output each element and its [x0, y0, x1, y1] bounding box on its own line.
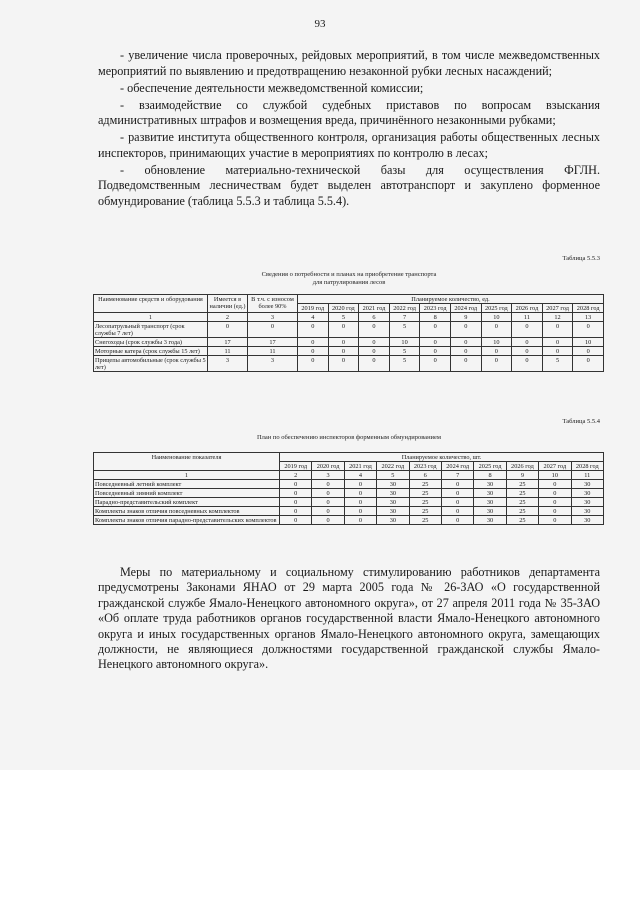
year-header: 2027 год: [542, 304, 573, 313]
row-name: Комплекты знаков отличия повседневных комплектов: [94, 507, 280, 516]
column-number: 3: [312, 471, 344, 480]
column-number: 8: [420, 313, 451, 322]
cell: 0: [481, 322, 512, 338]
cell: 0: [312, 489, 344, 498]
cell: 0: [573, 347, 604, 356]
column-number: 10: [539, 471, 571, 480]
cell: 0: [420, 347, 451, 356]
cell: 5: [389, 322, 420, 338]
cell: 0: [328, 322, 359, 338]
cell: 3: [248, 356, 298, 372]
cell: 0: [328, 347, 359, 356]
cell: 0: [312, 507, 344, 516]
cell: 0: [539, 480, 571, 489]
year-header: 2019 год: [298, 304, 329, 313]
cell: 0: [280, 507, 312, 516]
table2-caption: План по обеспечению инспекторов форменным обмундированием: [256, 434, 442, 441]
column-number: 11: [512, 313, 543, 322]
bullet-item: - взаимодействие со службой судебных приставов по вопросам взыскания административных штрафов и возмещения вреда, причинённого незаконными рубками;: [98, 97, 600, 128]
table1-caption-line2: для патрулирования лесов: [312, 279, 386, 286]
cell: 30: [571, 516, 604, 525]
cell: 0: [542, 322, 573, 338]
cell: 30: [571, 489, 604, 498]
cell: 25: [409, 498, 441, 507]
table-row: [94, 498, 604, 507]
cell: 0: [539, 507, 571, 516]
column-number: 7: [441, 471, 473, 480]
cell: 30: [571, 498, 604, 507]
year-header: 2022 год: [377, 462, 409, 471]
cell: 30: [377, 498, 409, 507]
cell: 0: [312, 498, 344, 507]
cell: 25: [506, 480, 538, 489]
cell: 25: [506, 489, 538, 498]
cell: 0: [344, 516, 376, 525]
cell: 0: [481, 347, 512, 356]
cell: 0: [539, 498, 571, 507]
cell: 0: [248, 322, 298, 338]
cell: 25: [409, 507, 441, 516]
cell: 0: [208, 322, 248, 338]
cell: 17: [248, 338, 298, 347]
cell: 25: [409, 480, 441, 489]
table-row: [94, 322, 604, 338]
column-number: 3: [248, 313, 298, 322]
cell: 10: [481, 338, 512, 347]
cell: 0: [359, 356, 390, 372]
column-number: 1: [94, 313, 208, 322]
table-row: [94, 516, 604, 525]
year-header: 2024 год: [441, 462, 473, 471]
cell: 0: [344, 507, 376, 516]
cell: 0: [280, 480, 312, 489]
year-header: 2020 год: [312, 462, 344, 471]
cell: 0: [280, 516, 312, 525]
column-number: 2: [280, 471, 312, 480]
table-row: [94, 356, 604, 372]
year-header: 2023 год: [409, 462, 441, 471]
cell: 0: [542, 338, 573, 347]
year-header: 2026 год: [512, 304, 543, 313]
cell: 17: [208, 338, 248, 347]
year-header: 2020 год: [328, 304, 359, 313]
cell: 5: [389, 356, 420, 372]
col-header-worn: В т.ч. с износом более 90%: [248, 295, 298, 313]
year-header: 2024 год: [450, 304, 481, 313]
cell: 25: [409, 516, 441, 525]
cell: 30: [474, 498, 506, 507]
row-name: Комплекты знаков отличия парадно-представительских комплектов: [94, 516, 280, 525]
column-number: 4: [344, 471, 376, 480]
cell: 0: [420, 356, 451, 372]
page-number: 93: [314, 18, 326, 30]
cell: 25: [409, 489, 441, 498]
cell: 11: [248, 347, 298, 356]
cell: 0: [573, 322, 604, 338]
row-name: Моторные катера (срок службы 15 лет): [94, 347, 208, 356]
bullet-item: - развитие института общественного контроля, организация работы общественных лесных инспекторов, принимающих участие в мероприятиях по контролю в лесах;: [98, 130, 600, 160]
year-header: 2022 год: [389, 304, 420, 313]
cell: 0: [420, 322, 451, 338]
column-number-row: [94, 471, 604, 480]
cell: 0: [359, 347, 390, 356]
row-name: Прицепы автомобильные (срок службы 5 лет): [95, 356, 206, 371]
column-number: 5: [328, 313, 359, 322]
column-number: 12: [542, 313, 573, 322]
table2-label: Таблица 5.5.4: [562, 418, 600, 425]
cell: 30: [474, 480, 506, 489]
column-number: 10: [481, 313, 512, 322]
year-header: 2025 год: [474, 462, 506, 471]
cell: 0: [359, 338, 390, 347]
cell: 0: [344, 480, 376, 489]
cell: 0: [450, 322, 481, 338]
cell: 0: [441, 489, 473, 498]
cell: 30: [571, 480, 604, 489]
column-number: 7: [389, 313, 420, 322]
cell: 25: [506, 516, 538, 525]
year-header: 2019 год: [280, 462, 312, 471]
cell: 0: [542, 347, 573, 356]
cell: 0: [344, 498, 376, 507]
table1-label: Таблица 5.5.3: [562, 255, 600, 262]
year-header: 2025 год: [481, 304, 512, 313]
cell: 0: [280, 498, 312, 507]
table1-caption-line1: Сведения о потребности и планах на приобретение транспорта: [261, 271, 437, 278]
col-header-plan: Планируемое количество, ед.: [298, 295, 604, 304]
cell: 25: [506, 498, 538, 507]
row-name: Лесопатрульный транспорт (срок службы 7 лет): [94, 322, 208, 338]
cell: 0: [441, 516, 473, 525]
bullet-item: - увеличение числа проверочных, рейдовых мероприятий, в том числе межведомственных мероприятий по выявлению и предотвращению незаконной рубки лесных насаждений;: [98, 48, 600, 78]
cell: 0: [450, 338, 481, 347]
column-number: 5: [377, 471, 409, 480]
year-header: 2023 год: [420, 304, 451, 313]
year-header: 2027 год: [539, 462, 571, 471]
cell: 0: [298, 322, 329, 338]
cell: 30: [571, 507, 604, 516]
cell: 0: [328, 356, 359, 372]
cell: 0: [280, 489, 312, 498]
cell: 30: [377, 489, 409, 498]
cell: 5: [542, 356, 573, 372]
cell: 0: [512, 347, 543, 356]
column-number: 4: [298, 313, 329, 322]
row-name: Парадно-представительский комплект: [94, 498, 280, 507]
cell: 11: [208, 347, 248, 356]
column-number: 6: [359, 313, 390, 322]
column-number: 8: [474, 471, 506, 480]
cell: 30: [377, 516, 409, 525]
bullet-item: - обеспечение деятельности межведомственной комиссии;: [120, 80, 424, 95]
cell: 0: [298, 356, 329, 372]
column-number-row: [94, 313, 604, 322]
column-number: 1: [94, 471, 280, 480]
column-number: 11: [571, 471, 604, 480]
cell: 0: [359, 322, 390, 338]
cell: 0: [481, 356, 512, 372]
cell: 0: [441, 507, 473, 516]
year-header: 2021 год: [359, 304, 390, 313]
cell: 25: [506, 507, 538, 516]
cell: 0: [420, 338, 451, 347]
cell: 30: [474, 507, 506, 516]
table-row: [94, 338, 604, 347]
cell: 10: [573, 338, 604, 347]
transport-table: [93, 294, 604, 372]
cell: 30: [474, 489, 506, 498]
cell: 0: [312, 480, 344, 489]
bullet-item: - обновление материально-технической базы для осуществления ФГЛН. Подведомственным лесничествам будет выделен автотранспорт и закуплено форменное обмундирование (таблица 5.5.3 и таблица 5.5.4).: [98, 162, 600, 208]
table-row: [94, 347, 604, 356]
cell: 0: [441, 480, 473, 489]
column-number: 9: [450, 313, 481, 322]
year-header: 2021 год: [344, 462, 376, 471]
cell: 0: [312, 516, 344, 525]
cell: 0: [298, 347, 329, 356]
column-number: 2: [208, 313, 248, 322]
col-header-name: Наименование показателя: [94, 453, 280, 471]
cell: 0: [328, 338, 359, 347]
col-header-plan: Планируемое количество, шт.: [280, 453, 604, 462]
table-row: [94, 489, 604, 498]
year-header: 2028 год: [573, 304, 604, 313]
row-name: Повседневный зимний комплект: [94, 489, 280, 498]
cell: 0: [539, 516, 571, 525]
cell: 3: [208, 356, 248, 372]
table-row: [94, 507, 604, 516]
closing-text: Меры по материальному и социальному стимулированию работников департамента предусмотрены Законами ЯНАО от 29 марта 2005 года № 26-ЗАО «О государственной гражданской службе Ямало-Ненецкого автономного округа», от 27 апреля 2011 года № 35-ЗАО «Об оплате труда работников органов государственной власти Ямало-Ненецкого автономного округа и иных государственных органов Ямало-Ненецкого автономного округа, замещающих должности, не являющиеся должностями государственной гражданской службы Ямало-Ненецкого автономного округа».: [98, 565, 600, 672]
cell: 0: [450, 356, 481, 372]
closing-paragraph: [98, 565, 600, 673]
cell: 0: [512, 338, 543, 347]
row-name: Снегоходы (срок службы 3 года): [94, 338, 208, 347]
column-number: 13: [573, 313, 604, 322]
cell: 30: [377, 480, 409, 489]
year-header: 2028 год: [571, 462, 604, 471]
cell: 0: [512, 356, 543, 372]
table-row: [94, 480, 604, 489]
column-number: 6: [409, 471, 441, 480]
uniform-table: [93, 452, 604, 525]
cell: 0: [512, 322, 543, 338]
cell: 0: [450, 347, 481, 356]
cell: 0: [344, 489, 376, 498]
column-number: 9: [506, 471, 538, 480]
cell: 0: [573, 356, 604, 372]
row-name: Повседневный летний комплект: [94, 480, 280, 489]
col-header-have: Имеется в наличии (ед.): [208, 295, 248, 313]
cell: 30: [474, 516, 506, 525]
cell: 0: [539, 489, 571, 498]
cell: 5: [389, 347, 420, 356]
cell: 30: [377, 507, 409, 516]
cell: 0: [298, 338, 329, 347]
table1-caption: [98, 271, 600, 287]
year-header: 2026 год: [506, 462, 538, 471]
bullet-list: [98, 48, 600, 211]
col-header-name: Наименование средств и оборудования: [94, 295, 208, 313]
cell: 0: [441, 498, 473, 507]
cell: 10: [389, 338, 420, 347]
